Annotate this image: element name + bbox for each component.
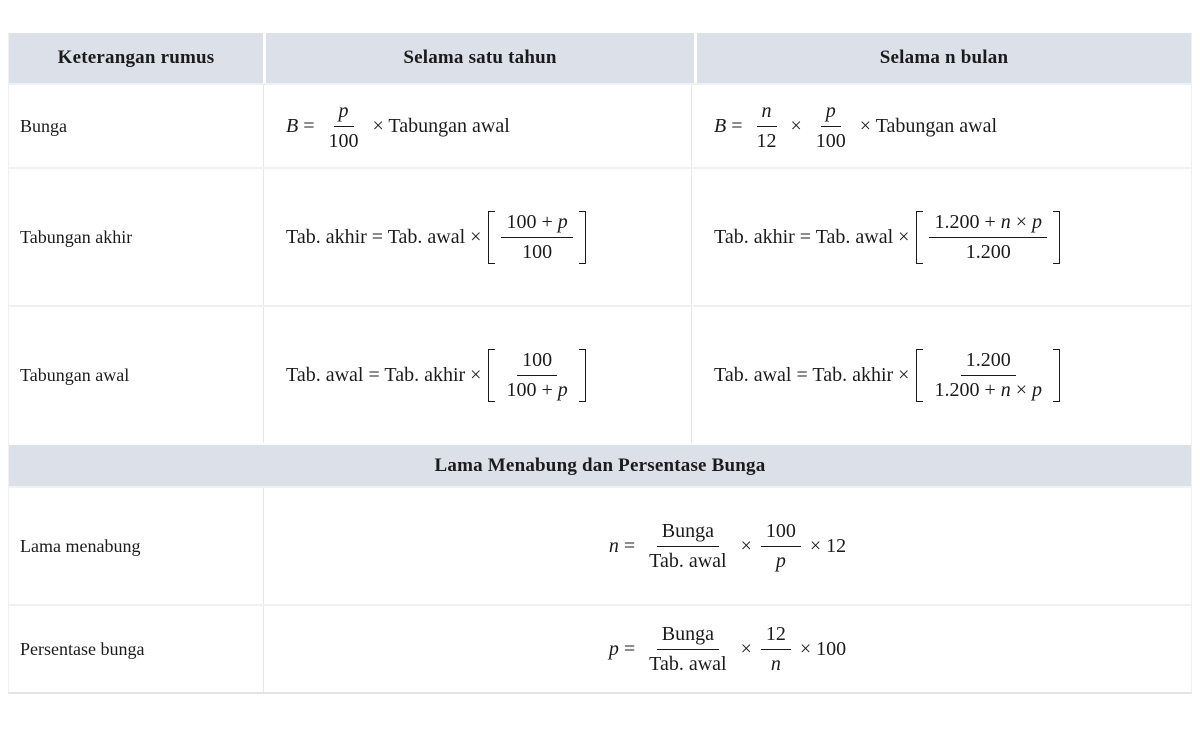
fraction: $\frac{p}{100}$ xyxy=(815,99,846,152)
formula-table xyxy=(8,33,1192,694)
table-row-lama-menabung xyxy=(9,486,1191,604)
bracketed-fraction: $\frac{100}{100 + p}$ xyxy=(488,345,585,406)
table-row-tabungan-awal xyxy=(9,305,1191,443)
bracketed-fraction: $\frac{1.200}{1.200 + n \times p}$ xyxy=(916,345,1060,406)
table-row-bunga xyxy=(9,83,1191,167)
bracketed-fraction: $\frac{1.200 + n \times p}{1.200}$ xyxy=(916,207,1060,268)
fraction: $\frac{12}{n}$ xyxy=(761,623,791,676)
left-bracket xyxy=(916,349,923,402)
tabungan-awal-label: Tabungan awal xyxy=(20,364,130,385)
header-cell-keterangan-rumus: Keterangan rumus xyxy=(9,33,263,83)
tabungan-akhir-n-months-formula: Tab. akhir = Tab. awal × $\frac{1.200 + n \times p}{1.200}$ xyxy=(691,169,1191,305)
section-header-title: Lama Menabung dan Persentase Bunga xyxy=(434,454,766,476)
fraction: $\frac{n}{12}$ xyxy=(756,99,777,152)
tabungan-akhir-label: Tabungan akhir xyxy=(20,226,133,247)
section-header-row xyxy=(9,443,1191,486)
table-header-row xyxy=(9,33,1191,83)
fraction: $\frac{100}{p}$ xyxy=(761,520,801,573)
left-bracket xyxy=(916,211,923,264)
header-cell-selama-satu-tahun: Selama satu tahun xyxy=(266,33,694,83)
fraction: $\frac{p}{100}$ xyxy=(328,99,359,152)
bunga-label: Bunga xyxy=(20,115,67,136)
tabungan-awal-one-year-formula: Tab. awal = Tab. akhir × $\frac{100}{100 + p}$ xyxy=(263,307,691,443)
bracketed-fraction: $\frac{100 + p}{100}$ xyxy=(488,207,585,268)
right-bracket xyxy=(1053,211,1060,264)
left-bracket xyxy=(488,349,495,402)
fraction: $\frac{\text{Bunga}}{\text{Tab. awal}}$ xyxy=(649,519,727,572)
table-row-persentase-bunga xyxy=(9,604,1191,692)
persentase-bunga-label: Persentase bunga xyxy=(20,638,145,659)
lama-menabung-formula: n = $\frac{\text{Bunga}}{\text{Tab. awal}}$ × $\frac{100}{p}$ × 12 xyxy=(263,488,1191,604)
header-cell-selama-n-bulan: Selama n bulan xyxy=(697,33,1191,83)
bunga-n-months-formula: B = $\frac{n}{12}$ × $\frac{p}{100}$ × Tabungan awal xyxy=(691,85,1191,167)
table-row-tabungan-akhir xyxy=(9,167,1191,305)
lama-menabung-label: Lama menabung xyxy=(20,535,141,556)
tabungan-awal-n-months-formula: Tab. awal = Tab. akhir × $\frac{1.200}{1.200 + n \times p}$ xyxy=(691,307,1191,443)
left-bracket xyxy=(488,211,495,264)
persentase-bunga-formula: p = $\frac{\text{Bunga}}{\text{Tab. awal}}$ × $\frac{12}{n}$ × 100 xyxy=(263,606,1191,692)
right-bracket xyxy=(579,349,586,402)
tabungan-akhir-one-year-formula: Tab. akhir = Tab. awal × $\frac{100 + p}{100}$ xyxy=(263,169,691,305)
right-bracket xyxy=(579,211,586,264)
bunga-one-year-formula: B = $\frac{p}{100}$ × Tabungan awal xyxy=(263,85,691,167)
fraction: $\frac{\text{Bunga}}{\text{Tab. awal}}$ xyxy=(649,622,727,675)
right-bracket xyxy=(1053,349,1060,402)
